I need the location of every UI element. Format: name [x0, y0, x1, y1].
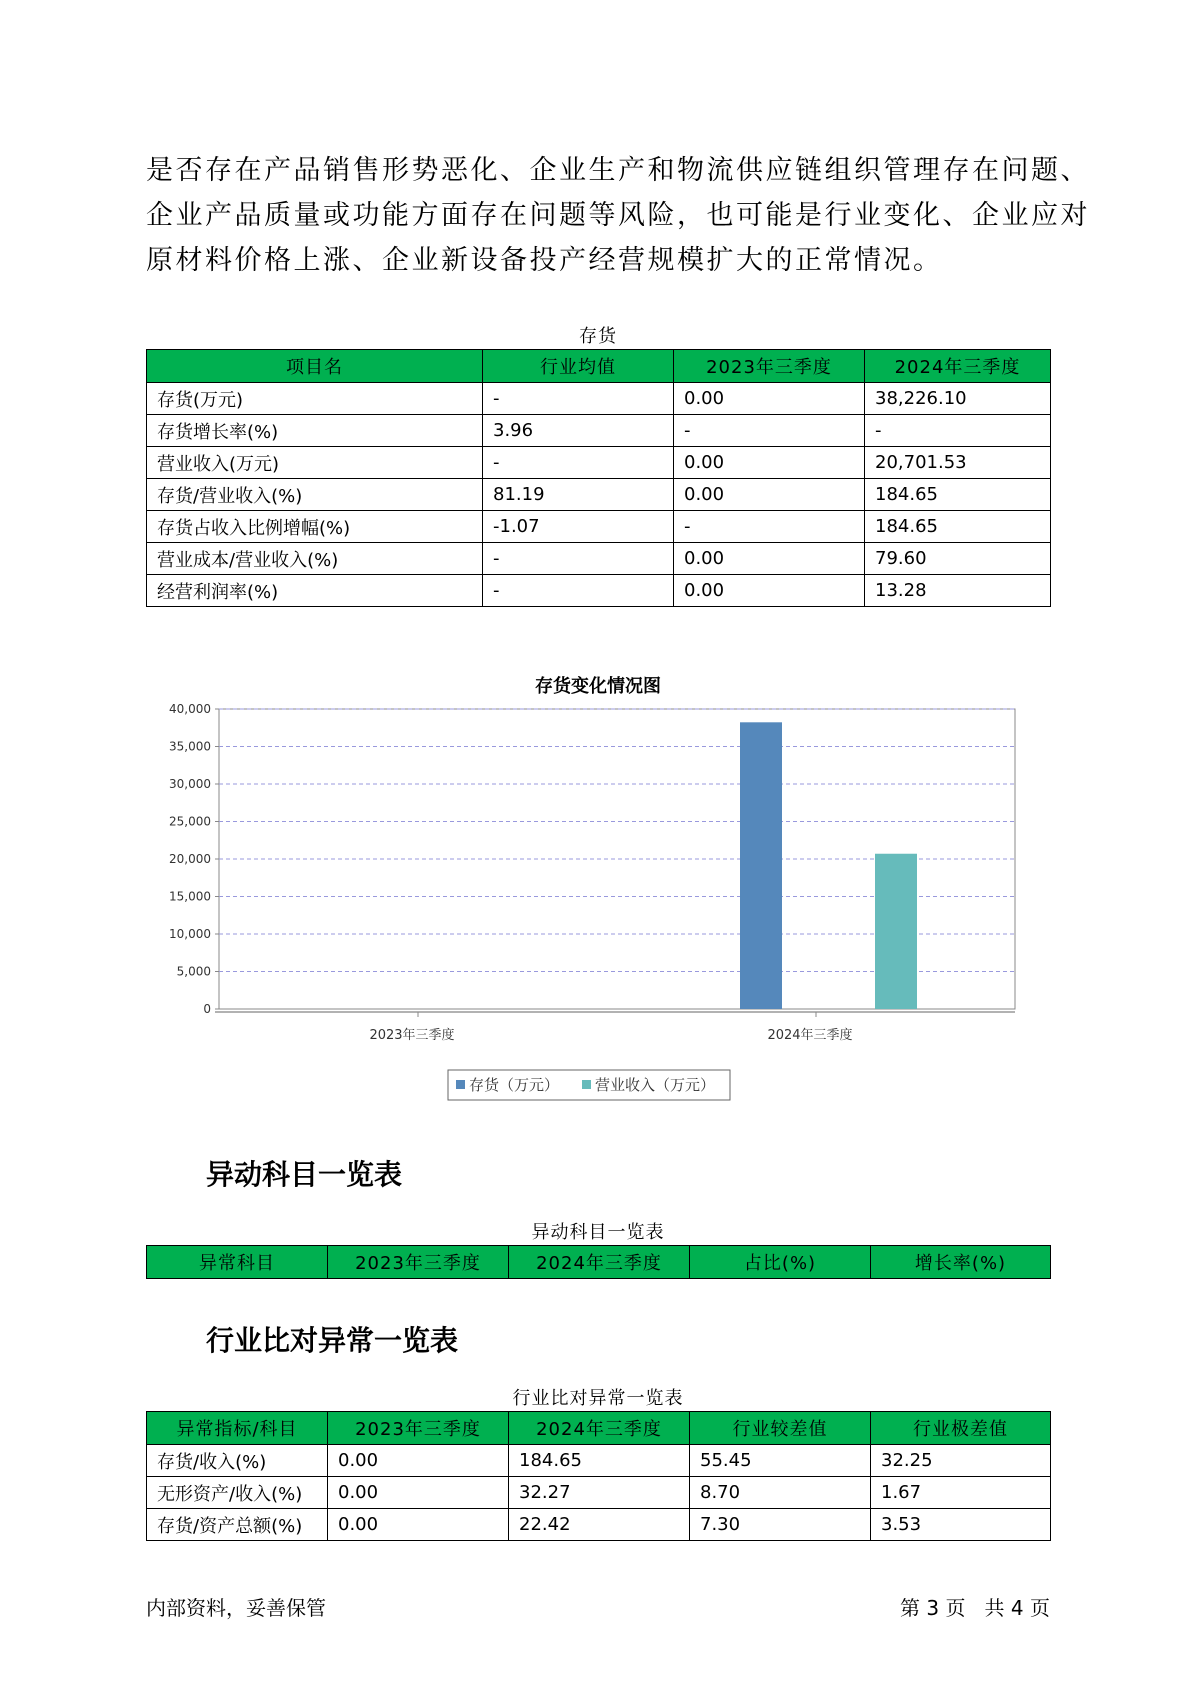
row-label-cell: 营业收入(万元)	[147, 447, 483, 479]
table-cell: 13.28	[865, 575, 1051, 607]
table-cell: -	[865, 415, 1051, 447]
table-row	[147, 479, 1051, 511]
table-cell: 20,701.53	[865, 447, 1051, 479]
industry-section-title: 行业比对异常一览表	[206, 1324, 459, 1357]
table-cell: 184.65	[865, 479, 1051, 511]
bar-inventory	[740, 722, 782, 1009]
table-cell: -	[483, 447, 674, 479]
row-label-cell: 存货/营业收入(%)	[147, 479, 483, 511]
table-cell: 32.27	[509, 1477, 690, 1509]
table-cell: 8.70	[690, 1477, 871, 1509]
y-tick-label: 25,000	[169, 814, 211, 829]
chart-title: 存货变化情况图	[535, 676, 661, 697]
row-label-cell: 存货增长率(%)	[147, 415, 483, 447]
table-cell: 55.45	[690, 1445, 871, 1477]
table-cell: -	[483, 575, 674, 607]
body-paragraph	[146, 148, 1090, 283]
table-cell: 0.00	[674, 479, 865, 511]
legend-label: 营业收入（万元）	[595, 1076, 716, 1094]
table-cell: -	[674, 511, 865, 543]
footer-confidential-note: 内部资料，妥善保管	[146, 1596, 326, 1620]
anomaly-table-caption: 异动科目一览表	[531, 1222, 665, 1243]
y-tick-label: 35,000	[169, 739, 211, 754]
table-row	[147, 1509, 1051, 1541]
table-cell: 0.00	[674, 543, 865, 575]
y-tick-label: 10,000	[169, 927, 211, 941]
table-header-row	[147, 350, 1051, 383]
x-tick-label: 2024年三季度	[767, 1028, 853, 1043]
industry-table-caption: 行业比对异常一览表	[512, 1388, 684, 1409]
table-cell: 3.96	[483, 415, 674, 447]
table-cell: 184.65	[509, 1445, 690, 1477]
table-header-cell: 异常指标/科目	[147, 1412, 328, 1445]
y-tick-label: 0	[203, 1002, 211, 1016]
table-cell: 0.00	[328, 1477, 509, 1509]
inventory-table	[146, 349, 1051, 607]
table-row	[147, 543, 1051, 575]
table-header-cell: 行业均值	[483, 350, 674, 383]
legend-swatch	[456, 1080, 465, 1089]
table-row	[147, 383, 1051, 415]
row-label-cell: 存货占收入比例增幅(%)	[147, 511, 483, 543]
y-tick-label: 40,000	[169, 702, 211, 716]
table-header-cell: 2023年三季度	[328, 1412, 509, 1445]
anomaly-table	[146, 1245, 1051, 1279]
table-cell: 0.00	[674, 383, 865, 415]
table-header-cell: 2023年三季度	[328, 1246, 509, 1279]
paragraph-line-3: 原材料价格上涨、企业新设备投产经营规模扩大的正常情况。	[146, 245, 943, 276]
table-cell: -	[674, 415, 865, 447]
table-cell: 22.42	[509, 1509, 690, 1541]
table-header-cell: 占比(%)	[690, 1246, 871, 1279]
footer-page-number: 第 3 页 共 4 页	[900, 1596, 1050, 1620]
row-label-cell: 存货(万元)	[147, 383, 483, 415]
table-header-cell: 2024年三季度	[509, 1246, 690, 1279]
table-cell: 38,226.10	[865, 383, 1051, 415]
table-header-row	[147, 1412, 1051, 1445]
table-header-cell: 项目名	[147, 350, 483, 383]
table-header-cell: 增长率(%)	[871, 1246, 1051, 1279]
table-cell: 0.00	[328, 1509, 509, 1541]
table-header-cell: 2024年三季度	[865, 350, 1051, 383]
anomaly-section-title: 异动科目一览表	[206, 1158, 403, 1191]
table-row	[147, 575, 1051, 607]
table-header-row	[147, 1246, 1051, 1279]
y-tick-label: 5,000	[176, 964, 211, 979]
table-cell: 184.65	[865, 511, 1051, 543]
table-row	[147, 511, 1051, 543]
table-header-cell: 异常科目	[147, 1246, 328, 1279]
table-cell: -	[483, 383, 674, 415]
table-header-cell: 2023年三季度	[674, 350, 865, 383]
table-cell: 81.19	[483, 479, 674, 511]
table-cell: 3.53	[871, 1509, 1051, 1541]
table-header-cell: 行业较差值	[690, 1412, 871, 1445]
table-row	[147, 447, 1051, 479]
row-label-cell: 存货/收入(%)	[147, 1445, 328, 1477]
row-label-cell: 无形资产/收入(%)	[147, 1477, 328, 1509]
paragraph-line-2: 企业产品质量或功能方面存在问题等风险，也可能是行业变化、企业应对	[146, 200, 1090, 231]
table-cell: 7.30	[690, 1509, 871, 1541]
table-cell: 0.00	[674, 575, 865, 607]
table-row	[147, 415, 1051, 447]
table-header-cell: 行业极差值	[871, 1412, 1051, 1445]
table-cell: 0.00	[328, 1445, 509, 1477]
x-tick-label: 2023年三季度	[369, 1028, 455, 1043]
inventory-table-caption: 存货	[579, 326, 617, 347]
legend-label: 存货（万元）	[469, 1076, 560, 1094]
y-tick-label: 30,000	[169, 777, 211, 791]
table-header-cell: 2024年三季度	[509, 1412, 690, 1445]
table-cell: -	[483, 543, 674, 575]
bar-revenue	[875, 854, 917, 1009]
table-cell: -1.07	[483, 511, 674, 543]
industry-table	[146, 1411, 1051, 1541]
row-label-cell: 存货/资产总额(%)	[147, 1509, 328, 1541]
row-label-cell: 经营利润率(%)	[147, 575, 483, 607]
table-row	[147, 1445, 1051, 1477]
table-cell: 1.67	[871, 1477, 1051, 1509]
y-tick-label: 20,000	[169, 852, 211, 866]
paragraph-line-1: 是否存在产品销售形势恶化、企业生产和物流供应链组织管理存在问题、	[146, 155, 1090, 186]
table-row	[147, 1477, 1051, 1509]
table-cell: 79.60	[865, 543, 1051, 575]
table-cell: 0.00	[674, 447, 865, 479]
table-cell: 32.25	[871, 1445, 1051, 1477]
row-label-cell: 营业成本/营业收入(%)	[147, 543, 483, 575]
inventory-bar-chart	[146, 700, 1046, 1120]
legend-swatch	[582, 1080, 591, 1089]
y-tick-label: 15,000	[169, 889, 211, 904]
